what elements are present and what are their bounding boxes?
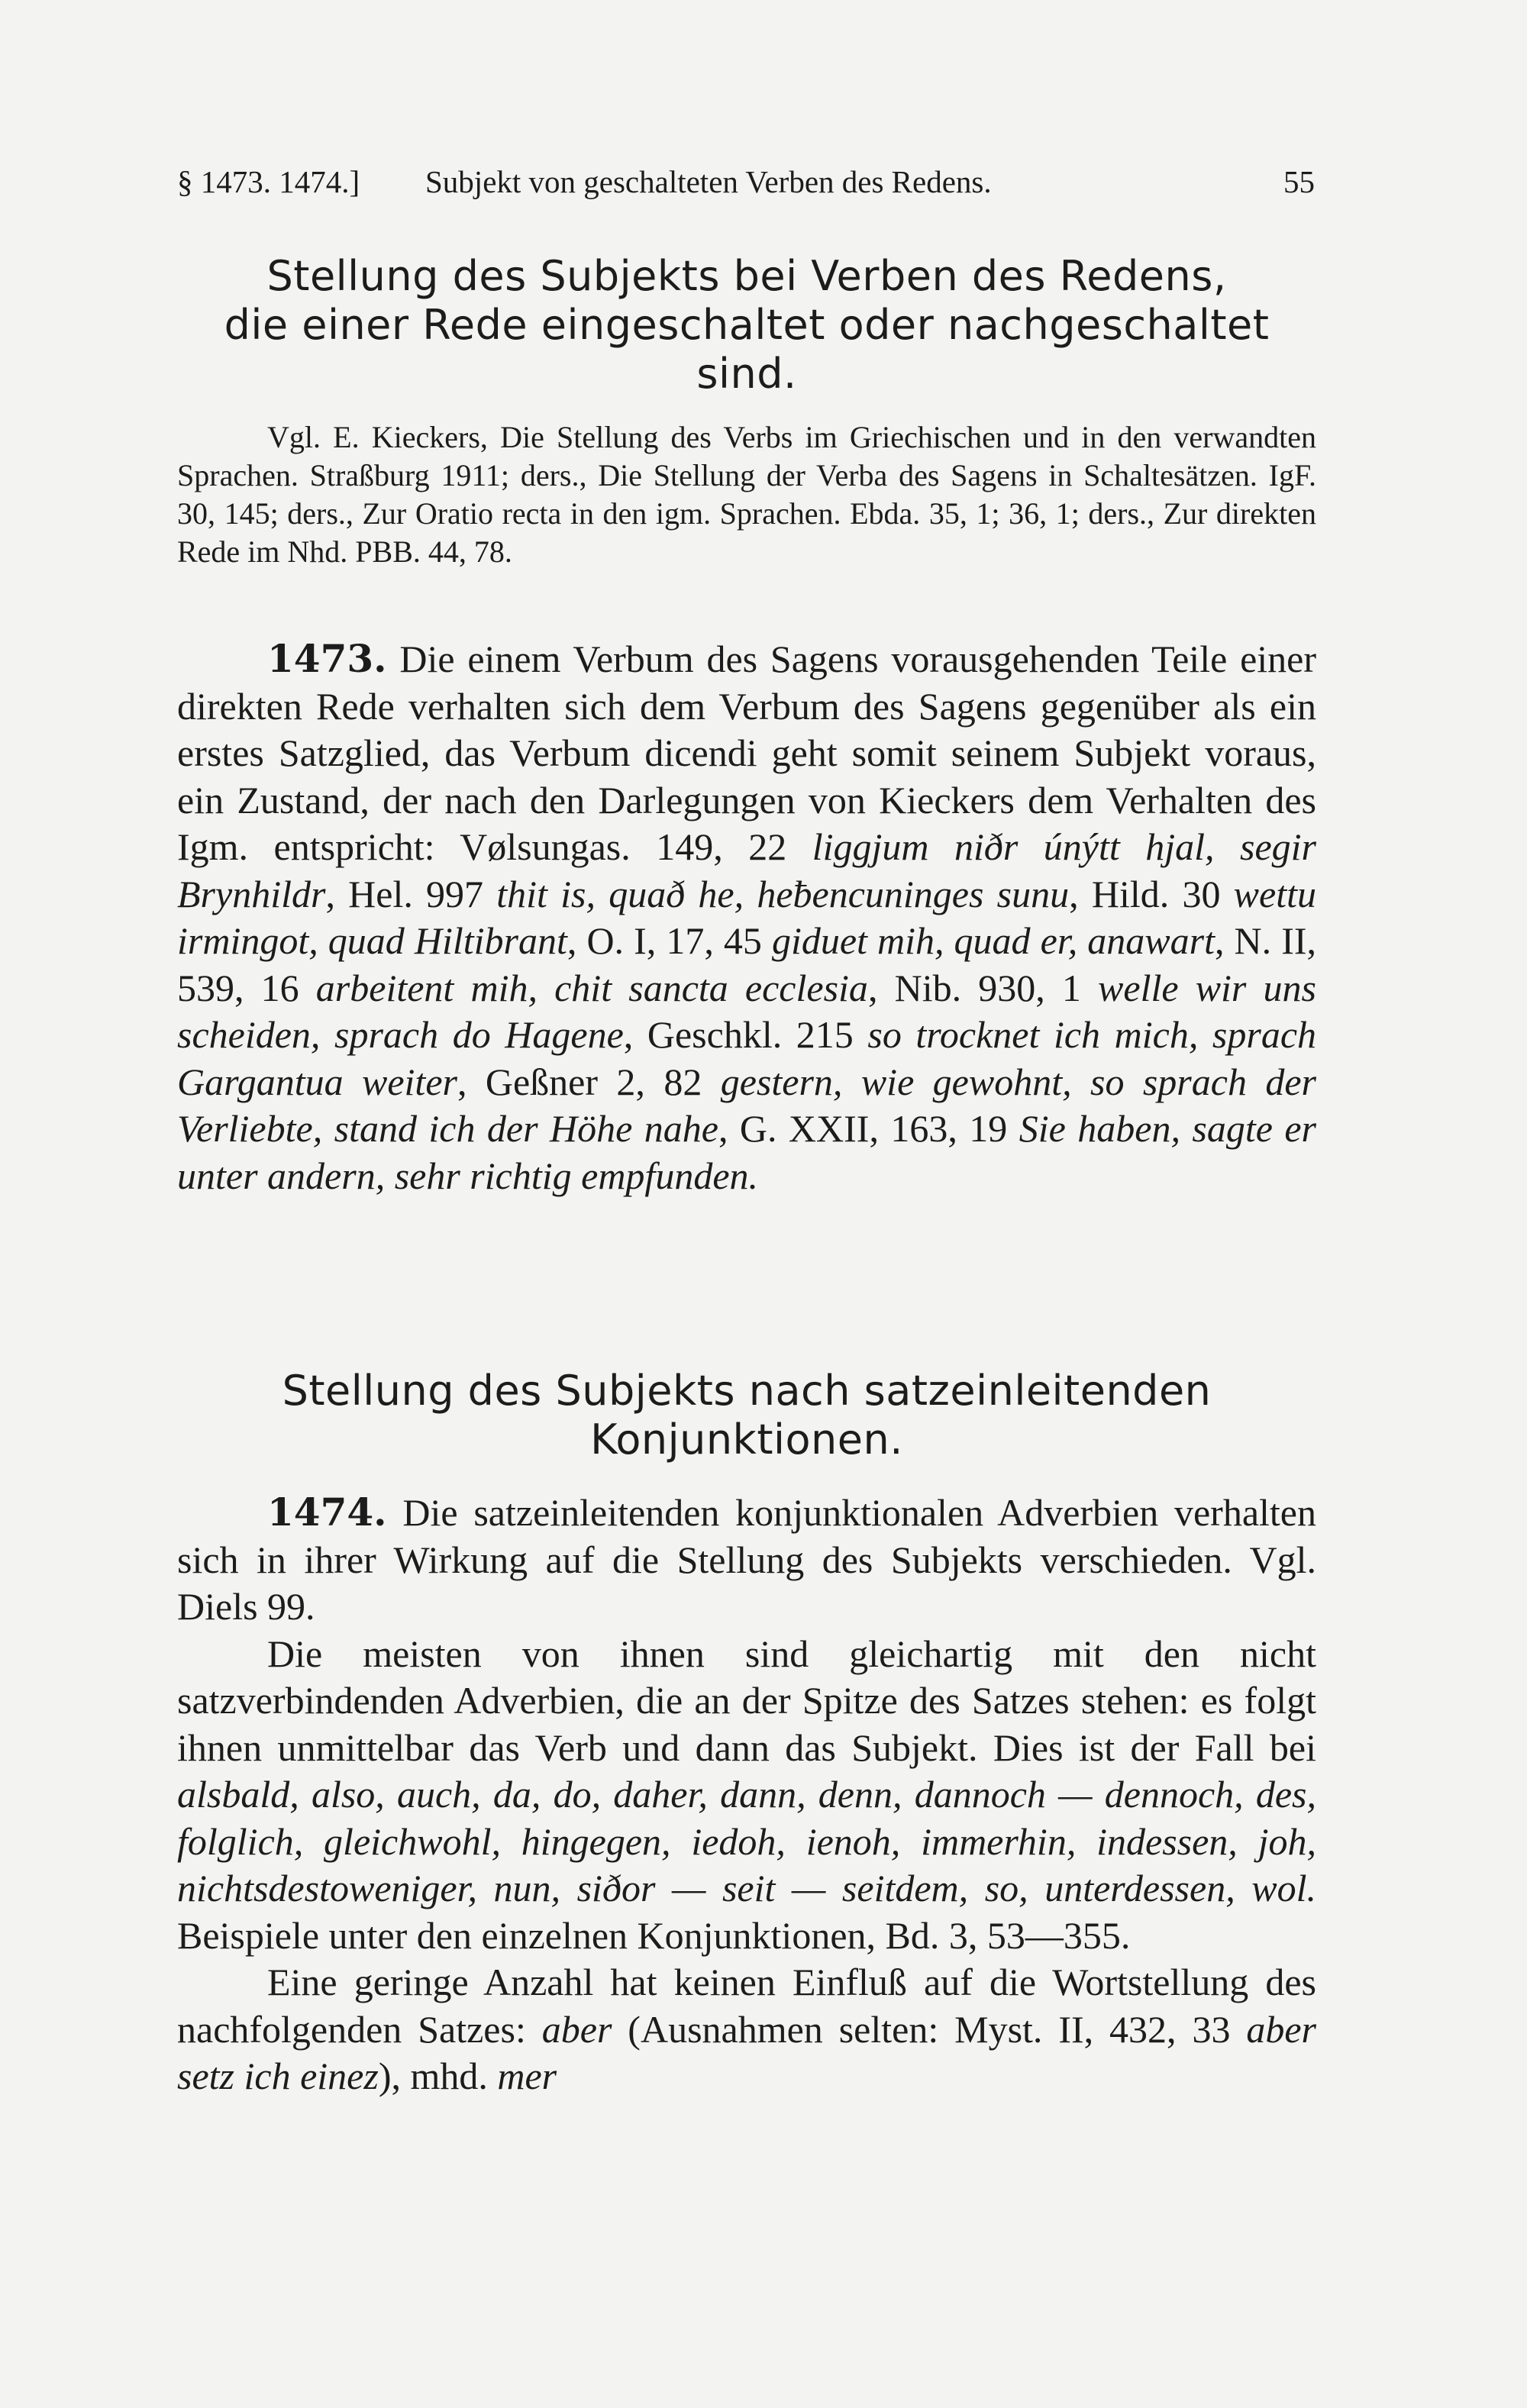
page-number: 55 <box>1283 164 1315 199</box>
text-run: , Geßner 2, 82 <box>457 1060 721 1103</box>
text-run: Die meisten von ihnen sind gleichartig mit den nicht satzverbindenden Adverbien, die an der Spitze des Satzes stehen: es folgt ihnen unmittelbar das Verb und dann das Subjekt. Dies ist der Fall bei <box>177 1632 1316 1769</box>
example-quote: giduet mih, quad er, anawart <box>771 919 1215 962</box>
bibliography-text: Vgl. E. Kieckers, Die Stellung des Verbs im Griechischen und in den verwandten Sprachen. Straßburg 1911; ders., Die Stellung der Verba des Sagens in Schaltesätzen. IgF. 30, 145; ders., Zur Oratio recta in den igm. Sprachen. Ebda. 35, 1; 36, 1; ders., Zur direkten Rede im Nhd. PBB. 44, 78. <box>177 420 1316 569</box>
example-quote: gestern, wie gewohnt, so sprach der Verliebte, stand ich der Höhe nahe <box>177 1060 1317 1150</box>
paragraph-1474-text <box>177 1489 1316 1631</box>
example-quote: aber setz ich einez <box>177 2007 1317 2097</box>
paragraph-1473 <box>177 635 1316 1199</box>
section-heading-2-line-2: Konjunktionen. <box>590 1415 903 1464</box>
paragraph-number-1473: 1473. <box>267 636 387 681</box>
section-heading-1-line-3: sind. <box>696 350 797 398</box>
text-run: ), mhd. <box>378 2055 498 2097</box>
paragraph-1474-c <box>177 1959 1316 2100</box>
example-quote: liggjum niðr únýtt hjal, segir Brynhildr <box>177 825 1316 915</box>
text-run: , Hel. 997 <box>325 872 497 915</box>
example-quote: thit is, quað he, heƀencuninges sunu <box>496 872 1070 915</box>
section-heading-1 <box>177 252 1316 399</box>
text-run: , N. II, 539, 16 <box>177 919 1316 1009</box>
conjunction-list: alsbald, also, auch, da, do, daher, dann, denn, dannoch — dennoch, des, folglich, gleichwohl, hingegen, iedoh, ienoh, immerhin, indessen, joh, nichtsdestoweniger, nun, siðor — seit — seitdem, so, unterdessen, wol. <box>177 1773 1316 1909</box>
text-run: Die satzeinleitenden konjunktionalen Adverbien verhalten sich in ihrer Wirkung auf die Stellung des Subjekts verschieden. Vgl. Diels 99. <box>177 1491 1316 1628</box>
text-run: , Geschkl. 215 <box>623 1013 868 1056</box>
text-run: , G. XXII, 163, 19 <box>718 1107 1019 1150</box>
section-heading-2 <box>177 1367 1316 1464</box>
text-run: Beispiele unter den einzelnen Konjunktionen, Bd. 3, 53—355. <box>177 1913 1131 1957</box>
section-heading-2-line-1: Stellung des Subjekts nach satzeinleitenden <box>282 1367 1212 1415</box>
example-quote: wettu irmingot, quad Hiltibrant <box>177 872 1316 962</box>
header-section-ref: § 1473. 1474.] <box>177 164 360 199</box>
example-quote: so trocknet ich mich, sprach Gargantua weiter <box>177 1013 1317 1103</box>
paragraph-1474 <box>177 1489 1316 2100</box>
paragraph-1473-text <box>177 635 1316 1199</box>
example-quote: Sie haben, sagte er unter andern, sehr richtig empfunden. <box>177 1107 1316 1197</box>
text-run: Die einem Verbum des Sagens vorausgehenden Teile einer direkten Rede verhalten sich dem Verbum des Sagens gegenüber als ein erstes Satzglied, das Verbum dicendi geht somit seinem Subjekt voraus, ein Zustand, der nach den Darlegungen von Kieckers dem Verhalten des Igm. entspricht: Vølsungas. 149, 22 <box>177 638 1316 868</box>
example-quote: welle wir uns scheiden, sprach do Hagene <box>177 966 1317 1056</box>
example-quote: arbeitent mih, chit sancta ecclesia <box>315 966 868 1009</box>
header-title: Subjekt von geschalteten Verben des Redens. <box>425 164 992 199</box>
bibliography-note <box>177 418 1316 571</box>
example-word: mer <box>497 2055 557 2097</box>
section-heading-1-line-2: die einer Rede eingeschaltet oder nachgeschaltet <box>224 301 1270 349</box>
text-run: (Ausnahmen selten: Myst. II, 432, 33 <box>612 2007 1247 2051</box>
running-header <box>177 159 1315 205</box>
text-run: Eine geringe Anzahl hat keinen Einfluß auf die Wortstellung des nachfolgenden Satzes: <box>177 1961 1316 2051</box>
paragraph-1474-b <box>177 1631 1316 1960</box>
example-word: aber <box>541 2007 612 2051</box>
paragraph-number-1474: 1474. <box>267 1490 387 1535</box>
text-run: , Nib. 930, 1 <box>867 966 1099 1009</box>
text-run: , O. I, 17, 45 <box>567 919 772 962</box>
text-run: , Hild. 30 <box>1069 872 1234 915</box>
section-heading-1-line-1: Stellung des Subjekts bei Verben des Redens, <box>266 252 1227 300</box>
